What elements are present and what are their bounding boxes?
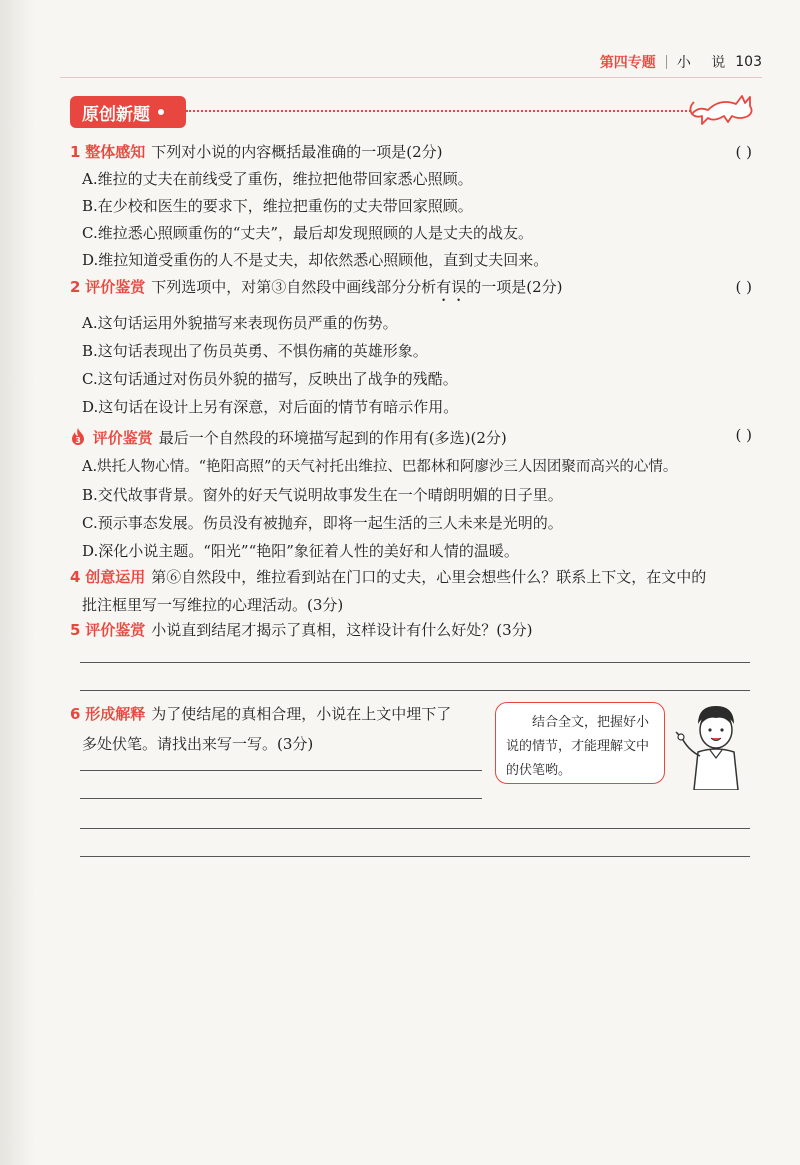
option-a: A.这句话运用外貌描写来表现伤员严重的伤势。 [82,314,398,332]
header-subject: 小 说 [676,55,734,71]
answer-parentheses[interactable]: ( ) [735,426,752,444]
page-header [600,52,762,72]
section-banner [70,96,186,128]
question-text: 小说直到结尾才揭示了真相，这样设计有什么好处？(3分) [151,621,533,639]
answer-line[interactable] [80,770,482,771]
answer-line[interactable] [80,690,750,691]
question-type: 评价鉴赏 [85,621,146,639]
question-text-before: 下列选项中，对第③自然段中画线部分分析 [151,278,437,296]
option-d: D.深化小说主题。“阳光”“艳阳”象征着人性的美好和人情的温暖。 [82,542,519,560]
question-type: 评价鉴赏 [85,278,146,296]
answer-line[interactable] [80,828,750,829]
question-type: 形成解释 [85,705,146,723]
header-divider [60,77,762,78]
question-type: 评价鉴赏 [92,429,153,447]
question-2 [70,277,762,417]
question-4-line-1 [70,567,762,587]
tip-text: 结合全文，把握好小说的情节，才能理解文中的伏笔哟。 [506,715,650,778]
header-separator [666,55,667,69]
question-number: 2 [70,278,81,296]
question-4 [70,567,762,615]
question-number: 6 [70,705,81,723]
option-b: B.在少校和医生的要求下，维拉把重伤的丈夫带回家照顾。 [82,197,473,215]
answer-line[interactable] [80,662,750,663]
option-c: C.这句话通过对伤员外貌的描写，反映出了战争的残酷。 [82,370,458,388]
option-b: B.这句话表现出了伤员英勇、不惧伤痛的英雄形象。 [82,342,428,360]
question-1-stem [70,142,762,162]
question-text: 第⑥自然段中，维拉看到站在门口的丈夫，心里会想些什么？联系上下文，在文中的 [151,568,707,586]
question-5 [70,620,762,640]
question-type: 整体感知 [85,143,146,161]
question-text: 最后一个自然段的环境描写起到的作用有(多选)(2分) [158,429,507,447]
option-b: B.交代故事背景。窗外的好天气说明故事发生在一个晴朗明媚的日子里。 [82,486,563,504]
emphasized-text: 有误 [436,278,467,296]
question-text: 为了使结尾的真相合理，小说在上文中埋下了 [151,705,452,723]
banner-label: 原创新题 [82,104,150,125]
book-spine-shadow [0,0,36,1165]
question-text-after: 的一项是(2分) [466,278,563,296]
question-3 [70,425,762,561]
question-number: 4 [70,568,81,586]
question-type: 创意运用 [85,568,146,586]
option-a: A.维拉的丈夫在前线受了重伤，维拉把他带回家悉心照顾。 [82,170,473,188]
banner-dotted-line [186,110,691,112]
option-c: C.维拉悉心照顾重伤的“丈夫”，最后却发现照顾的人是丈夫的战友。 [82,224,534,242]
question-number-in-icon: 3 [75,436,81,445]
page-number: 103 [735,54,762,70]
question-number: 5 [70,621,81,639]
question-6 [70,704,490,754]
option-d: D.这句话在设计上另有深意，对后面的情节有暗示作用。 [82,398,459,416]
question-6-line-2: 多处伏笔。请找出来写一写。(3分) [82,735,314,753]
header-topic: 第四专题 [599,55,656,71]
question-3-stem [70,425,762,448]
answer-line[interactable] [80,856,750,857]
option-d: D.维拉知道受重伤的人不是丈夫，却依然悉心照顾他，直到丈夫回来。 [82,251,549,269]
question-number: 1 [70,143,81,161]
option-c: C.预示事态发展。伤员没有被抛弃，即将一起生活的三人未来是光明的。 [82,514,563,532]
question-1 [70,142,762,270]
boy-illustration [668,700,758,790]
option-a: A.烘托人物心情。“艳阳高照”的天气衬托出维拉、巴都林和阿廖沙三人因团聚而高兴的心情。 [82,459,678,475]
question-text: 下列对小说的内容概括最准确的一项是(2分) [151,143,443,161]
cat-icon [688,88,758,128]
question-6-line-1 [70,704,490,724]
banner-dot [158,109,164,115]
answer-parentheses[interactable]: ( ) [735,143,752,161]
tip-callout [495,702,665,784]
answer-line[interactable] [80,798,482,799]
question-2-stem [70,277,762,305]
question-5-stem [70,620,762,640]
answer-parentheses[interactable]: ( ) [735,278,752,296]
question-4-line-2: 批注框里写一写维拉的心理活动。(3分) [82,596,344,614]
fire-icon [70,428,86,446]
